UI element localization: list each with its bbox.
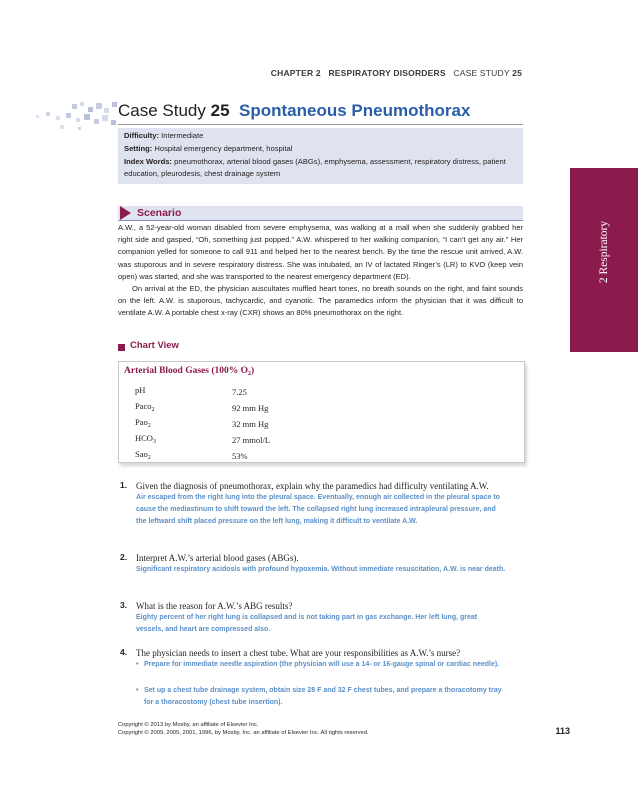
bullet-dot-icon: •	[136, 661, 139, 668]
abg-row	[135, 432, 270, 448]
chart-view-square-icon	[118, 344, 125, 351]
scenario-heading: Scenario	[137, 207, 182, 219]
abg-value: 7.25	[232, 387, 247, 397]
scenario-arrow-icon	[120, 206, 131, 220]
abg-title-sub: 2	[248, 371, 252, 377]
abg-row	[135, 400, 270, 416]
answer-bullet	[136, 659, 511, 671]
scenario-text	[118, 222, 523, 320]
difficulty-label: Difficulty:	[124, 131, 160, 140]
abg-key: Sao$_2$	[135, 449, 151, 461]
case-title-prefix: Case Study	[118, 101, 206, 120]
page-number: 113	[555, 726, 570, 736]
index-words-label: Index Words:	[124, 157, 172, 166]
running-head-section: RESPIRATORY DISORDERS	[328, 68, 446, 78]
abg-title-end: )	[251, 366, 255, 376]
difficulty-line	[124, 130, 516, 142]
question-text: The physician needs to insert a chest tube. What are your responsibilities as A.W.’s nurse?	[136, 648, 461, 658]
answer-text: Air escaped from the right lung into the pleural space. Eventually, enough air collected in the pleural space to cause the mediastinum to shift toward the left. The collapsed right lung increased intrapleural pressure, and the leftward shift placed pressure on the left lung, making it difficult to ventilate A.W.	[136, 494, 500, 525]
copyright-line-2: Copyright © 2009, 2005, 2001, 1996, by Mosby, Inc. an affiliate of Elsevier Inc. All rights reserved.	[118, 730, 369, 736]
case-title-number: 25	[210, 101, 230, 120]
abg-title	[124, 366, 254, 377]
bullet-text: Set up a chest tube drainage system, obtain size 28 F and 32 F chest tubes, and prepare a thoracotomy tray for a thoracostomy (chest tube insertion).	[144, 687, 502, 706]
abg-row	[135, 384, 270, 400]
abg-key: Pao$_2$	[135, 417, 151, 429]
abg-value: 53%	[232, 451, 248, 461]
bullet-dot-icon: •	[136, 687, 139, 694]
setting-line	[124, 143, 516, 155]
abg-value: 92 mm Hg	[232, 403, 269, 413]
question-number: 4.	[120, 647, 128, 657]
scenario-paragraph-1: A.W., a 52-year-old woman disabled from severe emphysema, was walking at a mall when she suddenly grabbed her right side and gasped, “Oh, something just popped.” A.W. whispered to her walking companion, “I can’t get any air.” Her companion yelled for someone to call 911 and helped her to the nearest bench. By the time the rescue unit arrived, A.W. was stuporous and in severe respiratory distress. She was intubated, an IV of lactated Ringer’s (LR) to KVO (keep vein open) was started, and she was transported to the nearest emergency department (ED).	[118, 223, 523, 281]
question-number: 3.	[120, 600, 128, 610]
index-words-line	[124, 156, 516, 180]
abg-row	[135, 448, 270, 464]
running-head-case-num: 25	[512, 68, 522, 78]
abg-table	[135, 384, 270, 464]
chart-view-heading: Chart View	[130, 340, 179, 351]
abg-key: Paco$_2$	[135, 401, 155, 413]
setting-value: Hospital emergency department, hospital	[154, 144, 293, 153]
side-tab-label: 2 Respiratory	[598, 220, 610, 284]
title-rule	[118, 124, 523, 125]
question-text: What is the reason for A.W.’s ABG results?	[136, 601, 293, 611]
running-head-chapter: CHAPTER 2	[270, 68, 321, 78]
abg-key: pH	[135, 385, 146, 395]
setting-label: Setting:	[124, 144, 153, 153]
running-head	[0, 68, 522, 78]
case-title-topic: Spontaneous Pneumothorax	[239, 101, 471, 120]
abg-title-text: Arterial Blood Gases (100% O	[124, 366, 249, 376]
answer-text: Eighty percent of her right lung is collapsed and is not taking part in gas exchange. Her left lung, great vessels, and heart are compressed also.	[136, 614, 478, 633]
question-number: 2.	[120, 552, 128, 562]
decorative-dots-icon	[28, 98, 118, 134]
answer-text: Significant respiratory acidosis with profound hypoxemia. Without immediate resuscitation, A.W. is near death.	[136, 566, 506, 573]
index-words-value: pneumothorax, arterial blood gases (ABGs), emphysema, assessment, respiratory distress, patient education, pleurodesis, chest drainage system	[124, 157, 506, 178]
case-title	[118, 101, 470, 121]
question-text: Interpret A.W.’s arterial blood gases (ABGs).	[136, 553, 299, 563]
difficulty-value: Intermediate	[161, 131, 204, 140]
answer-bullet	[136, 685, 511, 709]
abg-value: 27 mmol/L	[232, 435, 271, 445]
question-text: Given the diagnosis of pneumothorax, explain why the paramedics had difficulty ventilating A.W.	[136, 481, 489, 491]
scenario-paragraph-2: On arrival at the ED, the physician auscultates muffled heart tones, no breath sounds on the right, and faint sounds on the left. A.W. is stuporous, tachycardic, and cyanotic. The paramedics inform the physician that it was difficult to ventilate A.W. A portable chest x-ray (CXR) shows an 80% pneumothorax on the right.	[118, 284, 523, 318]
bullet-text: Prepare for immediate needle aspiration (the physician will use a 14- or 16-gauge spinal or cardiac needle).	[144, 661, 500, 668]
question-number: 1.	[120, 480, 128, 490]
abg-value: 32 mm Hg	[232, 419, 269, 429]
running-head-case: CASE STUDY	[453, 68, 510, 78]
abg-row	[135, 416, 270, 432]
copyright-line-1: Copyright © 2013 by Mosby, an affiliate of Elsevier Inc.	[118, 722, 259, 728]
abg-key: $HCO_3$	[135, 433, 156, 445]
